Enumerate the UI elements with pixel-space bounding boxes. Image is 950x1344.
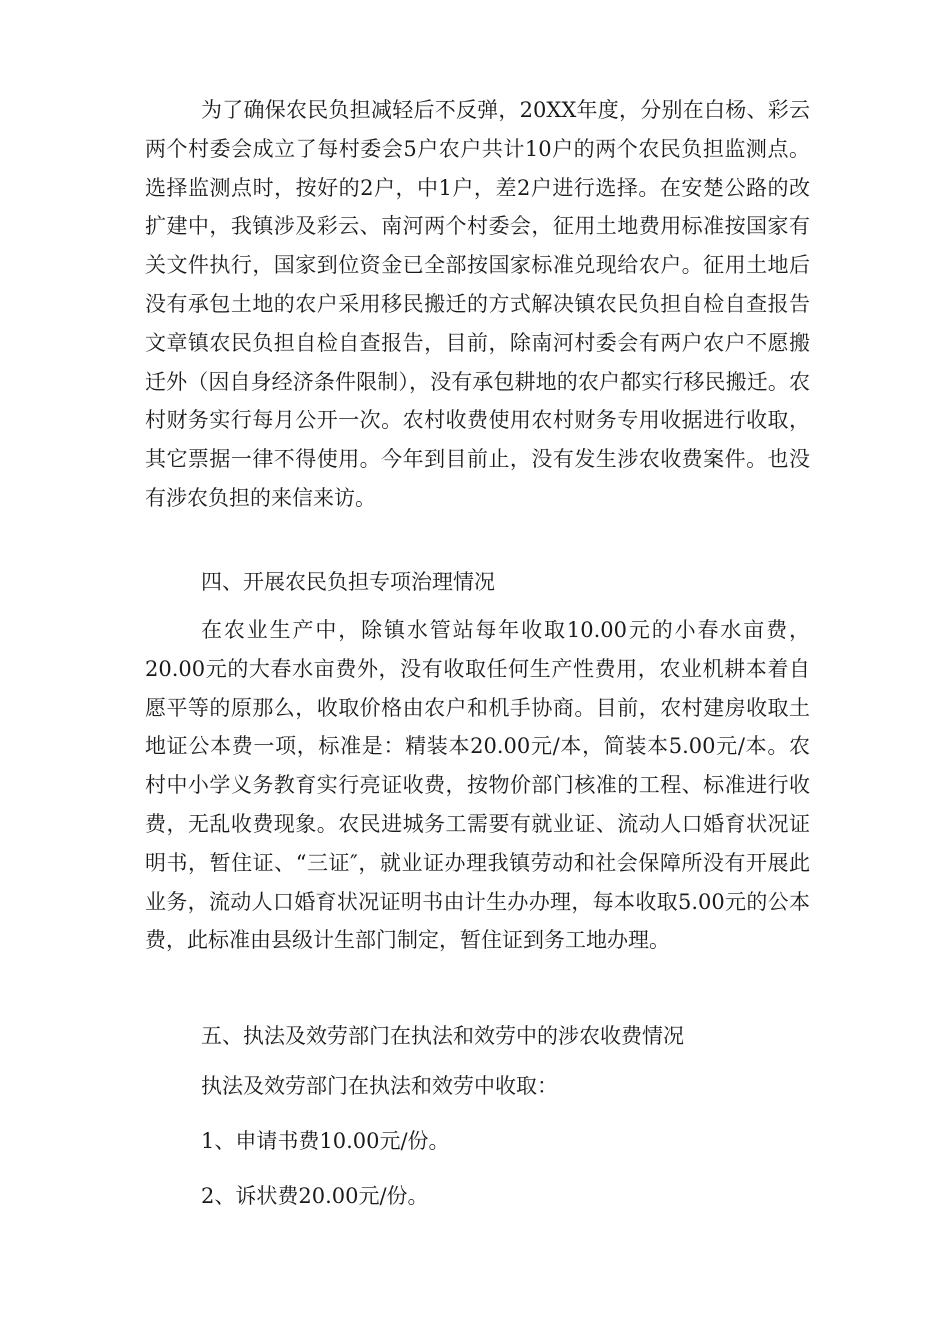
section-heading-4: 四、开展农民负担专项治理情况 — [201, 570, 495, 594]
body-paragraph: 为了确保农民负担减轻后不反弹，20XX年度，分别在白杨、彩云两个村委会成立了每村委会5户农户共计10户的两个农民负担监测点。选择监测点时，按好的2户，中1户，差2户进行选择。在安楚公路的改扩建中，我镇涉及彩云、南河两个村委会，征用土地费用标准按国家有关文件执行，国家到位资金已全部按国家标准兑现给农户。征用土地后没有承包土地的农户采用移民搬迁的方式解决镇农民负担自检自查报告文章镇农民负担自检自查报告，目前，除南河村委会有两户农户不愿搬迁外（因自身经济条件限制），没有承包耕地的农户都实行移民搬迁。农村财务实行每月公开一次。农村收费使用农村财务专用收据进行收取，其它票据一律不得使用。今年到目前止，没有发生涉农收费案件。也没有涉农负担的来信来访。 — [145, 98, 810, 510]
body-paragraph: 在农业生产中，除镇水管站每年收取10.00元的小春水亩费，20.00元的大春水亩费外，没有收取任何生产性费用，农业机耕本着自愿平等的原那么，收取价格由农户和机手协商。目前，农村建房收取土地证公本费一项，标准是：精装本20.00元/本，简装本5.00元/本。农村中小学义务教育实行亮证收费，按物价部门核准的工程、标准进行收费，无乱收费现象。农民进城务工需要有就业证、流动人口婚育状况证明书，暂住证、“三证″，就业证办理我镇劳动和社会保障所没有开展此业务，流动人口婚育状况证明书由计生办办理，每本收取5.00元的公本费，此标准由县级计生部门制定，暂住证到务工地办理。 — [145, 618, 810, 953]
list-item: 2、诉状费20.00元/份。 — [201, 1184, 429, 1208]
section-heading-5: 五、执法及效劳部门在执法和效劳中的涉农收费情况 — [201, 1024, 684, 1048]
body-paragraph: 执法及效劳部门在执法和效劳中收取： — [201, 1074, 558, 1098]
list-item: 1、申请书费10.00元/份。 — [201, 1129, 450, 1153]
